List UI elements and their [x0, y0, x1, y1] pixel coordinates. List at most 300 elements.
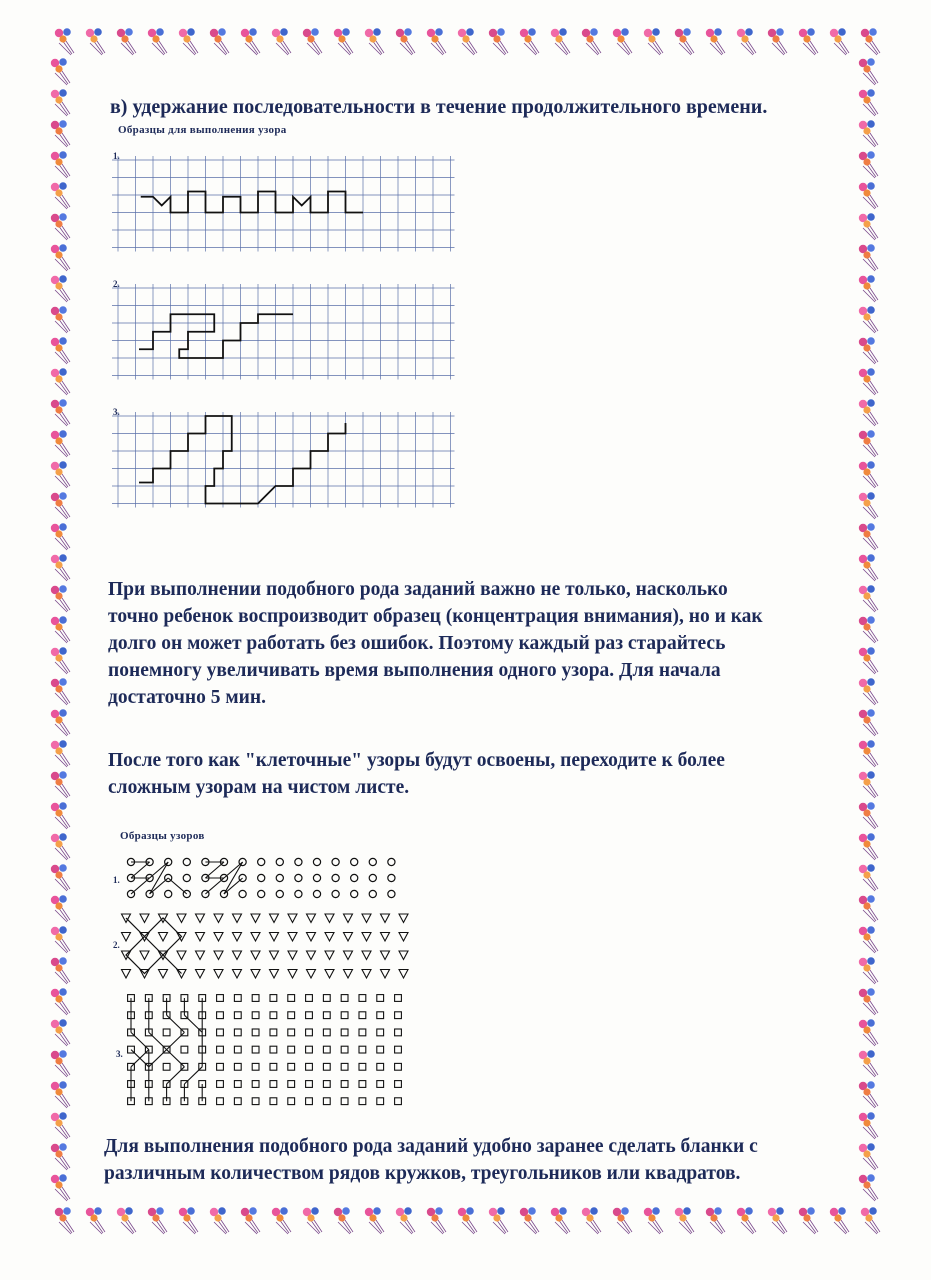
square-dot	[306, 1063, 313, 1070]
square-dot	[359, 1081, 366, 1088]
balloon-icon	[51, 1112, 70, 1139]
square-dot	[163, 1063, 170, 1070]
triangle-link	[126, 918, 182, 974]
square-dot	[341, 1046, 348, 1053]
balloon-icon	[51, 337, 70, 364]
paragraph-3-line: различным количеством рядов кружков, треугольников или квадратов.	[104, 1163, 741, 1184]
pattern-line	[139, 416, 346, 504]
triangle-dot	[196, 914, 205, 923]
circle-dot	[369, 874, 376, 881]
balloon-icon	[365, 1207, 384, 1234]
balloon-icon	[644, 28, 663, 55]
circle-pattern	[125, 855, 410, 905]
balloon-icon	[859, 709, 878, 736]
balloon-icon	[859, 926, 878, 953]
balloon-icon	[859, 523, 878, 550]
triangle-dot	[251, 970, 260, 979]
balloon-icon	[613, 28, 632, 55]
square-pattern	[125, 992, 415, 1124]
square-dot	[377, 1098, 384, 1105]
triangle-dot	[214, 914, 223, 923]
balloon-icon	[51, 306, 70, 333]
balloon-icon	[859, 430, 878, 457]
paragraph-3-line: Для выполнения подобного рода заданий удобно заранее сделать бланки с	[104, 1136, 758, 1157]
circle-dot	[351, 858, 358, 865]
balloon-icon	[334, 28, 353, 55]
square-dot	[181, 1046, 188, 1053]
square-dot	[252, 1012, 259, 1019]
square-dot	[377, 995, 384, 1002]
grid-pattern-1	[108, 150, 464, 250]
balloon-icon	[859, 647, 878, 674]
circle-dot	[295, 858, 302, 865]
triangle-dot	[307, 914, 316, 923]
square-dot	[252, 1029, 259, 1036]
square-dot	[395, 1046, 402, 1053]
balloon-icon	[613, 1207, 632, 1234]
circle-dot	[295, 890, 302, 897]
balloon-icon	[51, 647, 70, 674]
square-dot	[341, 1012, 348, 1019]
triangle-dot	[233, 970, 242, 979]
triangle-dot	[362, 933, 371, 942]
balloon-icon	[51, 182, 70, 209]
triangle-dot	[214, 970, 223, 979]
square-dot	[377, 1029, 384, 1036]
balloon-icon	[51, 864, 70, 891]
triangle-dot	[362, 951, 371, 960]
shapes-label-1: 1.	[113, 875, 120, 885]
square-dot	[288, 995, 295, 1002]
balloon-icon	[644, 1207, 663, 1234]
circle-dot	[165, 890, 172, 897]
balloon-icon	[859, 1112, 878, 1139]
pattern-line	[141, 192, 363, 213]
balloon-icon	[148, 28, 167, 55]
triangle-dot	[251, 951, 260, 960]
triangle-dot	[344, 951, 353, 960]
triangle-dot	[270, 970, 279, 979]
triangle-dot	[140, 914, 149, 923]
triangle-dot	[233, 933, 242, 942]
square-dot	[234, 1029, 241, 1036]
balloon-icon	[859, 151, 878, 178]
grid-label-3: 3.	[113, 407, 120, 417]
triangle-dot	[288, 951, 297, 960]
balloon-icon	[51, 244, 70, 271]
triangle-dot	[344, 914, 353, 923]
circle-dot	[388, 874, 395, 881]
balloon-icon	[859, 58, 878, 85]
balloon-icon	[241, 1207, 260, 1234]
square-dot	[217, 1012, 224, 1019]
square-dot	[323, 1012, 330, 1019]
balloon-icon	[859, 399, 878, 426]
balloon-icon	[859, 182, 878, 209]
square-dot	[306, 1081, 313, 1088]
triangle-dot	[196, 970, 205, 979]
paragraph-2	[108, 747, 828, 801]
balloon-icon	[272, 28, 291, 55]
square-link	[167, 1050, 185, 1067]
square-dot	[395, 995, 402, 1002]
balloon-icon	[859, 678, 878, 705]
triangle-dot	[307, 970, 316, 979]
balloon-icon	[51, 58, 70, 85]
square-dot	[306, 1029, 313, 1036]
balloon-icon	[861, 28, 880, 55]
square-dot	[217, 1046, 224, 1053]
paragraph-3	[104, 1133, 824, 1187]
square-dot	[377, 1046, 384, 1053]
square-dot	[359, 1046, 366, 1053]
circle-link	[150, 862, 169, 894]
triangle-dot	[381, 951, 390, 960]
balloon-icon	[303, 1207, 322, 1234]
square-dot	[234, 1098, 241, 1105]
balloon-icon	[859, 244, 878, 271]
balloon-icon	[737, 1207, 756, 1234]
square-link	[149, 1050, 167, 1067]
triangle-dot	[122, 933, 131, 942]
balloon-icon	[458, 1207, 477, 1234]
square-dot	[217, 1029, 224, 1036]
balloon-icon	[51, 1050, 70, 1077]
balloon-icon	[768, 1207, 787, 1234]
balloon-icon	[830, 28, 849, 55]
circle-dot	[369, 858, 376, 865]
balloon-icon	[51, 585, 70, 612]
balloon-icon	[859, 833, 878, 860]
balloon-icon	[427, 1207, 446, 1234]
balloon-icon	[859, 306, 878, 333]
balloon-icon	[51, 988, 70, 1015]
balloon-icon	[859, 213, 878, 240]
square-dot	[395, 1081, 402, 1088]
triangle-dot	[122, 970, 131, 979]
balloon-icon	[551, 1207, 570, 1234]
balloon-icon	[859, 864, 878, 891]
triangle-dot	[140, 951, 149, 960]
circle-dot	[183, 874, 190, 881]
triangle-dot	[362, 970, 371, 979]
paragraph-1-line: долго он может работать без ошибок. Поэтому каждый раз старайтесь	[108, 633, 726, 654]
square-dot	[323, 1046, 330, 1053]
circle-dot	[388, 858, 395, 865]
balloon-icon	[859, 616, 878, 643]
triangle-dot	[214, 933, 223, 942]
grid-pattern-3	[108, 406, 464, 514]
balloon-icon	[51, 678, 70, 705]
square-dot	[341, 1081, 348, 1088]
pattern-line	[139, 314, 293, 358]
shapes-label-3: 3.	[116, 1049, 123, 1059]
circle-dot	[276, 858, 283, 865]
balloon-icon	[51, 833, 70, 860]
square-link	[131, 1032, 149, 1049]
balloon-icon	[706, 28, 725, 55]
balloon-icon	[768, 28, 787, 55]
balloon-icon	[859, 740, 878, 767]
balloon-icon	[179, 28, 198, 55]
balloon-icon	[799, 28, 818, 55]
balloon-icon	[51, 802, 70, 829]
square-dot	[359, 1029, 366, 1036]
square-dot	[252, 1063, 259, 1070]
balloon-icon	[51, 616, 70, 643]
balloon-icon	[51, 1174, 70, 1201]
balloon-icon	[51, 1019, 70, 1046]
balloon-icon	[489, 28, 508, 55]
balloon-icon	[51, 523, 70, 550]
circle-dot	[313, 874, 320, 881]
square-dot	[234, 1063, 241, 1070]
triangle-dot	[288, 933, 297, 942]
square-dot	[323, 995, 330, 1002]
square-dot	[359, 1012, 366, 1019]
balloon-icon	[458, 28, 477, 55]
square-dot	[323, 1063, 330, 1070]
square-dot	[341, 1063, 348, 1070]
square-link	[184, 1067, 202, 1084]
grid-caption: Образцы для выполнения узора	[118, 124, 287, 136]
balloon-icon	[86, 1207, 105, 1234]
square-dot	[288, 1081, 295, 1088]
square-dot	[270, 1063, 277, 1070]
circle-dot	[276, 890, 283, 897]
square-dot	[341, 1098, 348, 1105]
balloon-icon	[582, 28, 601, 55]
grid-pattern-2	[108, 278, 464, 386]
balloon-icon	[51, 926, 70, 953]
square-dot	[288, 1012, 295, 1019]
triangle-dot	[214, 951, 223, 960]
square-dot	[395, 1029, 402, 1036]
triangle-dot	[325, 970, 334, 979]
square-dot	[341, 1029, 348, 1036]
circle-dot	[351, 874, 358, 881]
circle-dot	[295, 874, 302, 881]
paragraph-1-line: понемногу увеличивать время выполнения одного узора. Для начала	[108, 660, 721, 681]
balloon-icon	[799, 1207, 818, 1234]
balloon-icon	[859, 554, 878, 581]
balloon-icon	[859, 461, 878, 488]
balloon-icon	[859, 895, 878, 922]
balloon-icon	[859, 120, 878, 147]
balloon-icon	[51, 740, 70, 767]
triangle-pattern	[118, 910, 413, 985]
square-dot	[234, 1012, 241, 1019]
square-dot	[252, 1081, 259, 1088]
paragraph-1-line: При выполнении подобного рода заданий важно не только, насколько	[108, 579, 728, 600]
square-dot	[377, 1012, 384, 1019]
triangle-dot	[159, 933, 168, 942]
triangle-dot	[344, 970, 353, 979]
balloon-icon	[859, 368, 878, 395]
triangle-dot	[344, 933, 353, 942]
circle-dot	[369, 890, 376, 897]
balloon-icon	[396, 1207, 415, 1234]
square-dot	[270, 1098, 277, 1105]
balloon-icon	[117, 1207, 136, 1234]
square-dot	[395, 1063, 402, 1070]
circle-dot	[313, 890, 320, 897]
balloon-icon	[210, 28, 229, 55]
balloon-icon	[859, 275, 878, 302]
triangle-dot	[307, 933, 316, 942]
square-dot	[217, 1063, 224, 1070]
shapes-label-2: 2.	[113, 940, 120, 950]
triangle-dot	[399, 951, 408, 960]
square-link	[167, 1032, 185, 1049]
grid-label-2: 2.	[113, 279, 120, 289]
balloon-icon	[51, 957, 70, 984]
grid-label-1: 1.	[113, 151, 120, 161]
balloon-icon	[210, 1207, 229, 1234]
triangle-dot	[325, 933, 334, 942]
square-dot	[306, 1098, 313, 1105]
paragraph-1-line: достаточно 5 мин.	[108, 687, 267, 708]
balloon-icon	[51, 895, 70, 922]
square-dot	[270, 1012, 277, 1019]
square-dot	[359, 1098, 366, 1105]
triangle-dot	[399, 914, 408, 923]
square-dot	[270, 1029, 277, 1036]
triangle-dot	[270, 933, 279, 942]
balloon-icon	[241, 28, 260, 55]
balloon-icon	[51, 120, 70, 147]
paragraph-2-line: сложным узорам на чистом листе.	[108, 777, 410, 798]
balloon-icon	[51, 461, 70, 488]
square-dot	[270, 1081, 277, 1088]
triangle-dot	[362, 914, 371, 923]
triangle-dot	[251, 914, 260, 923]
balloon-icon	[551, 28, 570, 55]
square-dot	[306, 1012, 313, 1019]
circle-dot	[313, 858, 320, 865]
balloon-icon	[859, 492, 878, 519]
balloon-icon	[51, 368, 70, 395]
balloon-icon	[51, 89, 70, 116]
balloon-icon	[859, 771, 878, 798]
paragraph-1	[108, 576, 828, 711]
triangle-dot	[325, 914, 334, 923]
balloon-icon	[859, 1174, 878, 1201]
triangle-dot	[399, 970, 408, 979]
circle-dot	[351, 890, 358, 897]
circle-dot	[276, 874, 283, 881]
paragraph-1-line: точно ребенок воспроизводит образец (концентрация внимания), но и как	[108, 606, 763, 627]
circle-dot	[239, 890, 246, 897]
circle-dot	[332, 874, 339, 881]
balloon-icon	[859, 1050, 878, 1077]
balloon-icon	[859, 1019, 878, 1046]
balloon-icon	[675, 28, 694, 55]
triangle-dot	[251, 933, 260, 942]
balloon-icon	[148, 1207, 167, 1234]
square-dot	[217, 1098, 224, 1105]
circle-link	[224, 862, 243, 894]
square-dot	[234, 1081, 241, 1088]
square-dot	[341, 995, 348, 1002]
balloon-icon	[51, 151, 70, 178]
section-heading: в) удержание последовательности в течение продолжительного времени.	[110, 96, 768, 118]
square-dot	[234, 1046, 241, 1053]
balloon-icon	[179, 1207, 198, 1234]
square-dot	[217, 1081, 224, 1088]
triangle-dot	[399, 933, 408, 942]
square-dot	[288, 1046, 295, 1053]
balloon-icon	[117, 28, 136, 55]
circle-dot	[183, 858, 190, 865]
balloon-icon	[675, 1207, 694, 1234]
square-dot	[395, 1012, 402, 1019]
balloon-icon	[51, 771, 70, 798]
balloon-icon	[55, 1207, 74, 1234]
square-dot	[359, 995, 366, 1002]
square-dot	[270, 995, 277, 1002]
balloon-icon	[51, 554, 70, 581]
balloon-icon	[51, 430, 70, 457]
balloon-icon	[859, 988, 878, 1015]
square-dot	[377, 1063, 384, 1070]
square-dot	[252, 1098, 259, 1105]
balloon-icon	[830, 1207, 849, 1234]
square-dot	[288, 1098, 295, 1105]
square-dot	[323, 1081, 330, 1088]
balloon-icon	[334, 1207, 353, 1234]
square-dot	[252, 1046, 259, 1053]
square-dot	[359, 1063, 366, 1070]
square-dot	[288, 1063, 295, 1070]
square-dot	[323, 1029, 330, 1036]
triangle-dot	[177, 914, 186, 923]
balloon-icon	[859, 585, 878, 612]
triangle-dot	[381, 933, 390, 942]
square-dot	[163, 1029, 170, 1036]
balloon-icon	[427, 28, 446, 55]
circle-dot	[258, 874, 265, 881]
balloon-icon	[51, 399, 70, 426]
balloon-icon	[859, 1143, 878, 1170]
triangle-dot	[233, 914, 242, 923]
square-link	[167, 1067, 185, 1084]
square-dot	[323, 1098, 330, 1105]
circle-dot	[332, 858, 339, 865]
triangle-dot	[196, 933, 205, 942]
balloon-icon	[272, 1207, 291, 1234]
triangle-dot	[159, 970, 168, 979]
circle-dot	[388, 890, 395, 897]
square-dot	[306, 995, 313, 1002]
balloon-icon	[737, 28, 756, 55]
square-link	[149, 1032, 167, 1049]
square-link	[184, 1015, 202, 1032]
balloon-icon	[859, 802, 878, 829]
triangle-dot	[381, 914, 390, 923]
triangle-dot	[288, 970, 297, 979]
square-dot	[270, 1046, 277, 1053]
balloon-icon	[706, 1207, 725, 1234]
balloon-icon	[86, 28, 105, 55]
triangle-dot	[233, 951, 242, 960]
balloon-icon	[520, 28, 539, 55]
balloon-icon	[51, 275, 70, 302]
triangle-dot	[270, 951, 279, 960]
balloon-icon	[859, 89, 878, 116]
balloon-icon	[55, 28, 74, 55]
square-dot	[395, 1098, 402, 1105]
